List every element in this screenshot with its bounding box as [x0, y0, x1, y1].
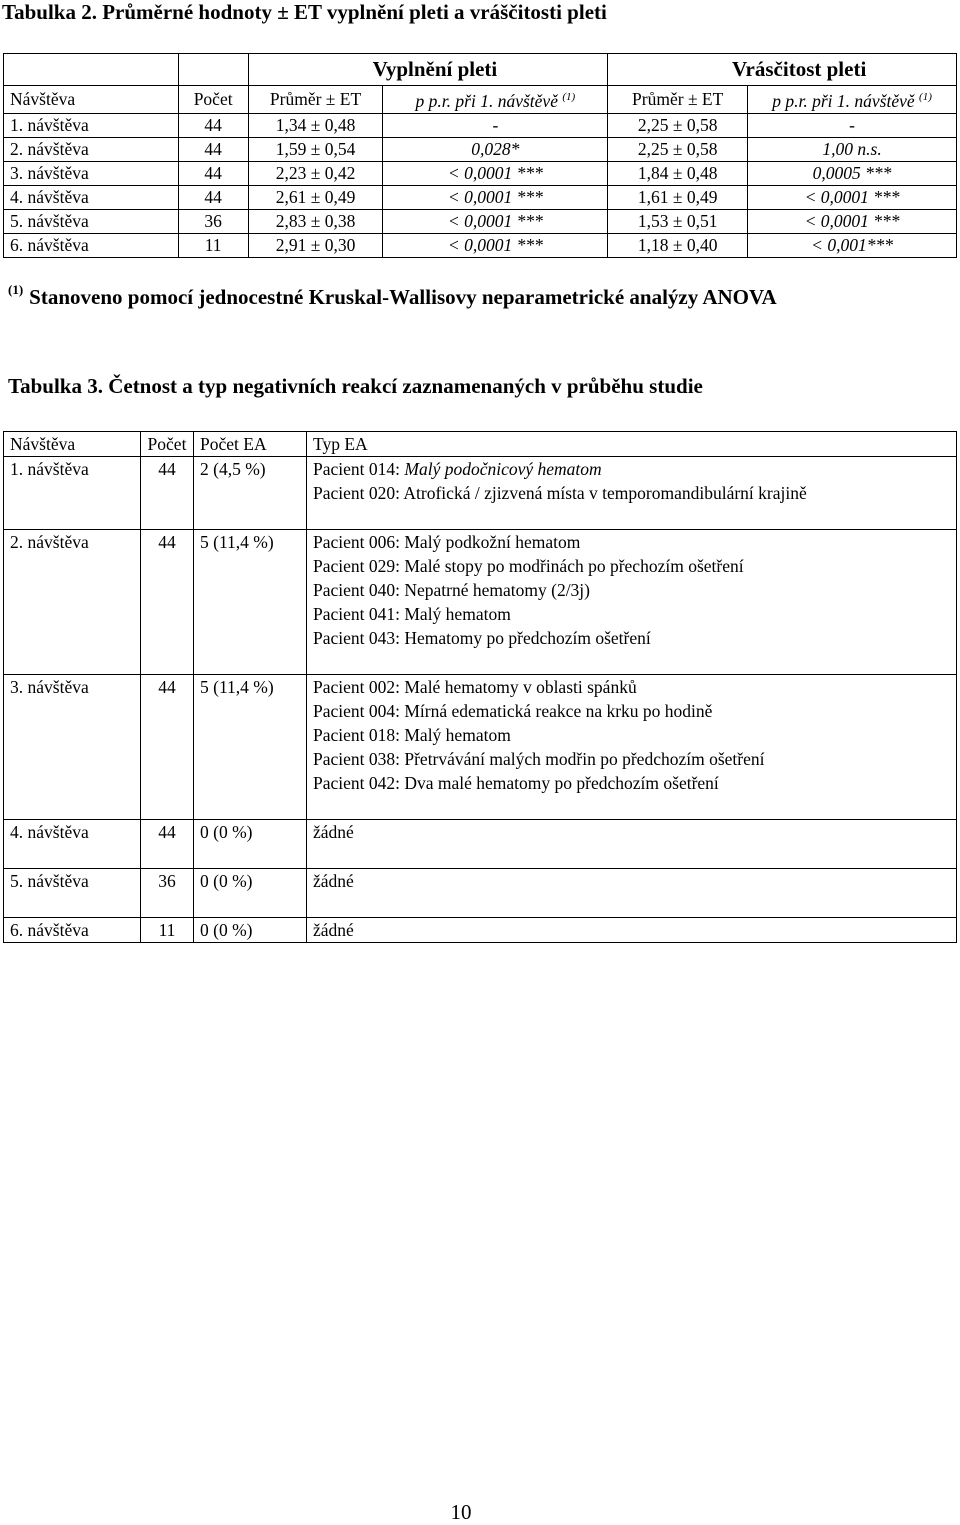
wr-mean-cell: 2,25 ± 0,58	[608, 137, 748, 161]
wr-p-cell: < 0,0001 ***	[748, 185, 957, 209]
visit-cell: 6. návštěva	[4, 233, 179, 257]
visit-cell: 3. návštěva	[4, 161, 179, 185]
ea-type-line: Pacient 004: Mírná edematická reakce na krku po hodině	[313, 701, 713, 721]
fill-mean-cell: 2,61 ± 0,49	[248, 185, 383, 209]
ea-type-line: Pacient 038: Přetrvávání malých modřin po předchozím ošetření	[313, 749, 765, 769]
count-cell: 44	[178, 137, 248, 161]
table2-group-row	[4, 54, 957, 86]
header-wr-mean: Průměr ± ET	[608, 86, 748, 114]
header-count: Počet	[141, 432, 194, 457]
header-ea-count: Počet EA	[194, 432, 307, 457]
fill-p-cell: < 0,0001 ***	[383, 209, 608, 233]
table-row	[4, 137, 957, 161]
table2-title: Tabulka 2. Průměrné hodnoty ± ET vyplnění pleti a vráščitosti pleti	[2, 0, 607, 24]
header-visit: Návštěva	[4, 432, 141, 457]
wr-mean-cell: 1,84 ± 0,48	[608, 161, 748, 185]
superscript: (1)	[919, 91, 932, 103]
table-row	[4, 233, 957, 257]
ea-type-cell	[307, 530, 957, 675]
ea-count-cell: 0 (0 %)	[194, 918, 307, 943]
group-wrinkle: Vrásčitost pleti	[608, 54, 957, 86]
table-row	[4, 869, 957, 918]
count-cell: 44	[141, 530, 194, 675]
count-cell: 44	[178, 161, 248, 185]
ea-count-cell: 5 (11,4 %)	[194, 675, 307, 820]
ea-type-line: Pacient 020: Atrofická / zjizvená místa v temporomandibulární krajině	[313, 483, 807, 503]
visit-cell: 4. návštěva	[4, 185, 179, 209]
fill-mean-cell: 2,83 ± 0,38	[248, 209, 383, 233]
table3-header-row	[4, 432, 957, 457]
visit-cell: 1. návštěva	[4, 457, 141, 530]
table-row	[4, 185, 957, 209]
ea-type-cell	[307, 675, 957, 820]
wr-p-cell: < 0,001***	[748, 233, 957, 257]
ea-type-line: Pacient 042: Dva malé hematomy po předchozím ošetření	[313, 773, 719, 793]
count-cell: 44	[141, 820, 194, 869]
table-row	[4, 675, 957, 820]
count-cell: 11	[141, 918, 194, 943]
count-cell: 44	[141, 675, 194, 820]
header-ea-type: Typ EA	[307, 432, 957, 457]
fill-p-cell: 0,028*	[383, 137, 608, 161]
header-fill-mean: Průměr ± ET	[248, 86, 383, 114]
table-row	[4, 457, 957, 530]
fill-p-cell: < 0,0001 ***	[383, 161, 608, 185]
ea-type-cell	[307, 457, 957, 530]
visit-cell: 1. návštěva	[4, 113, 179, 137]
ea-type-line: Pacient 018: Malý hematom	[313, 725, 511, 745]
fill-mean-cell: 2,23 ± 0,42	[248, 161, 383, 185]
fill-mean-cell: 2,91 ± 0,30	[248, 233, 383, 257]
fill-mean-cell: 1,59 ± 0,54	[248, 137, 383, 161]
header-count: Počet	[178, 86, 248, 114]
table3-title: Tabulka 3. Četnost a typ negativních reakcí zaznamenaných v průběhu studie	[8, 374, 703, 398]
footnote-text: Stanoveno pomocí jednocestné Kruskal-Wallisovy neparametrické analýzy ANOVA	[29, 285, 777, 309]
count-cell: 44	[178, 185, 248, 209]
blank-cell	[4, 54, 179, 86]
table2-footnote	[8, 282, 777, 310]
table-row	[4, 161, 957, 185]
ea-count-cell: 0 (0 %)	[194, 869, 307, 918]
table3	[3, 431, 957, 943]
table2-header-row	[4, 86, 957, 114]
fill-p-cell: < 0,0001 ***	[383, 233, 608, 257]
visit-cell: 4. návštěva	[4, 820, 141, 869]
wr-mean-cell: 1,18 ± 0,40	[608, 233, 748, 257]
blank-cell	[178, 54, 248, 86]
table2	[3, 53, 957, 258]
ea-count-cell: 5 (11,4 %)	[194, 530, 307, 675]
visit-cell: 6. návštěva	[4, 918, 141, 943]
count-cell: 36	[141, 869, 194, 918]
superscript: (1)	[562, 91, 576, 103]
fill-p-cell: < 0,0001 ***	[383, 185, 608, 209]
ea-type-line: Pacient 041: Malý hematom	[313, 604, 511, 624]
header-wr-p: p p.r. při 1. návštěvě $^{(1)}$	[748, 86, 957, 114]
ea-count-cell: 0 (0 %)	[194, 820, 307, 869]
wr-mean-cell: 1,53 ± 0,51	[608, 209, 748, 233]
wr-mean-cell: 1,61 ± 0,49	[608, 185, 748, 209]
visit-cell: 3. návštěva	[4, 675, 141, 820]
fill-p-cell: -	[383, 113, 608, 137]
fill-mean-cell: 1,34 ± 0,48	[248, 113, 383, 137]
ea-type-line: Pacient 029: Malé stopy po modřinách po přechozím ošetření	[313, 556, 744, 576]
visit-cell: 2. návštěva	[4, 137, 179, 161]
table-row	[4, 113, 957, 137]
count-cell: 44	[178, 113, 248, 137]
group-fill: Vyplnění pleti	[248, 54, 608, 86]
wr-p-cell: -	[748, 113, 957, 137]
ea-type-line: Pacient 006: Malý podkožní hematom	[313, 532, 581, 552]
wr-mean-cell: 2,25 ± 0,58	[608, 113, 748, 137]
visit-cell: 5. návštěva	[4, 869, 141, 918]
count-cell: 44	[141, 457, 194, 530]
visit-cell: 5. návštěva	[4, 209, 179, 233]
page-number: 10	[450, 1500, 472, 1524]
table-row	[4, 530, 957, 675]
count-cell: 36	[178, 209, 248, 233]
wr-p-cell: 1,00 n.s.	[748, 137, 957, 161]
wr-p-cell: 0,0005 ***	[748, 161, 957, 185]
wr-p-cell: < 0,0001 ***	[748, 209, 957, 233]
header-fill-p: p p.r. při 1. návštěvě $^{(1)}$	[383, 86, 608, 114]
table-row	[4, 820, 957, 869]
count-cell: 11	[178, 233, 248, 257]
ea-type-line: Pacient 043: Hematomy po předchozím ošetření	[313, 628, 651, 648]
ea-type-cell: žádné	[307, 820, 957, 869]
visit-cell: 2. návštěva	[4, 530, 141, 675]
ea-type-cell: žádné	[307, 869, 957, 918]
ea-type-line: Pacient 040: Nepatrné hematomy (2/3j)	[313, 580, 591, 600]
ea-type-line: Pacient 002: Malé hematomy v oblasti spánků	[313, 677, 637, 697]
ea-type-line: Pacient 014: Malý podočnicový hematom	[313, 459, 602, 479]
ea-type-cell: žádné	[307, 918, 957, 943]
table-row	[4, 918, 957, 943]
table-row	[4, 209, 957, 233]
header-visit: Návštěva	[4, 86, 179, 114]
ea-count-cell: 2 (4,5 %)	[194, 457, 307, 530]
footnote-mark: (1)	[8, 282, 24, 297]
